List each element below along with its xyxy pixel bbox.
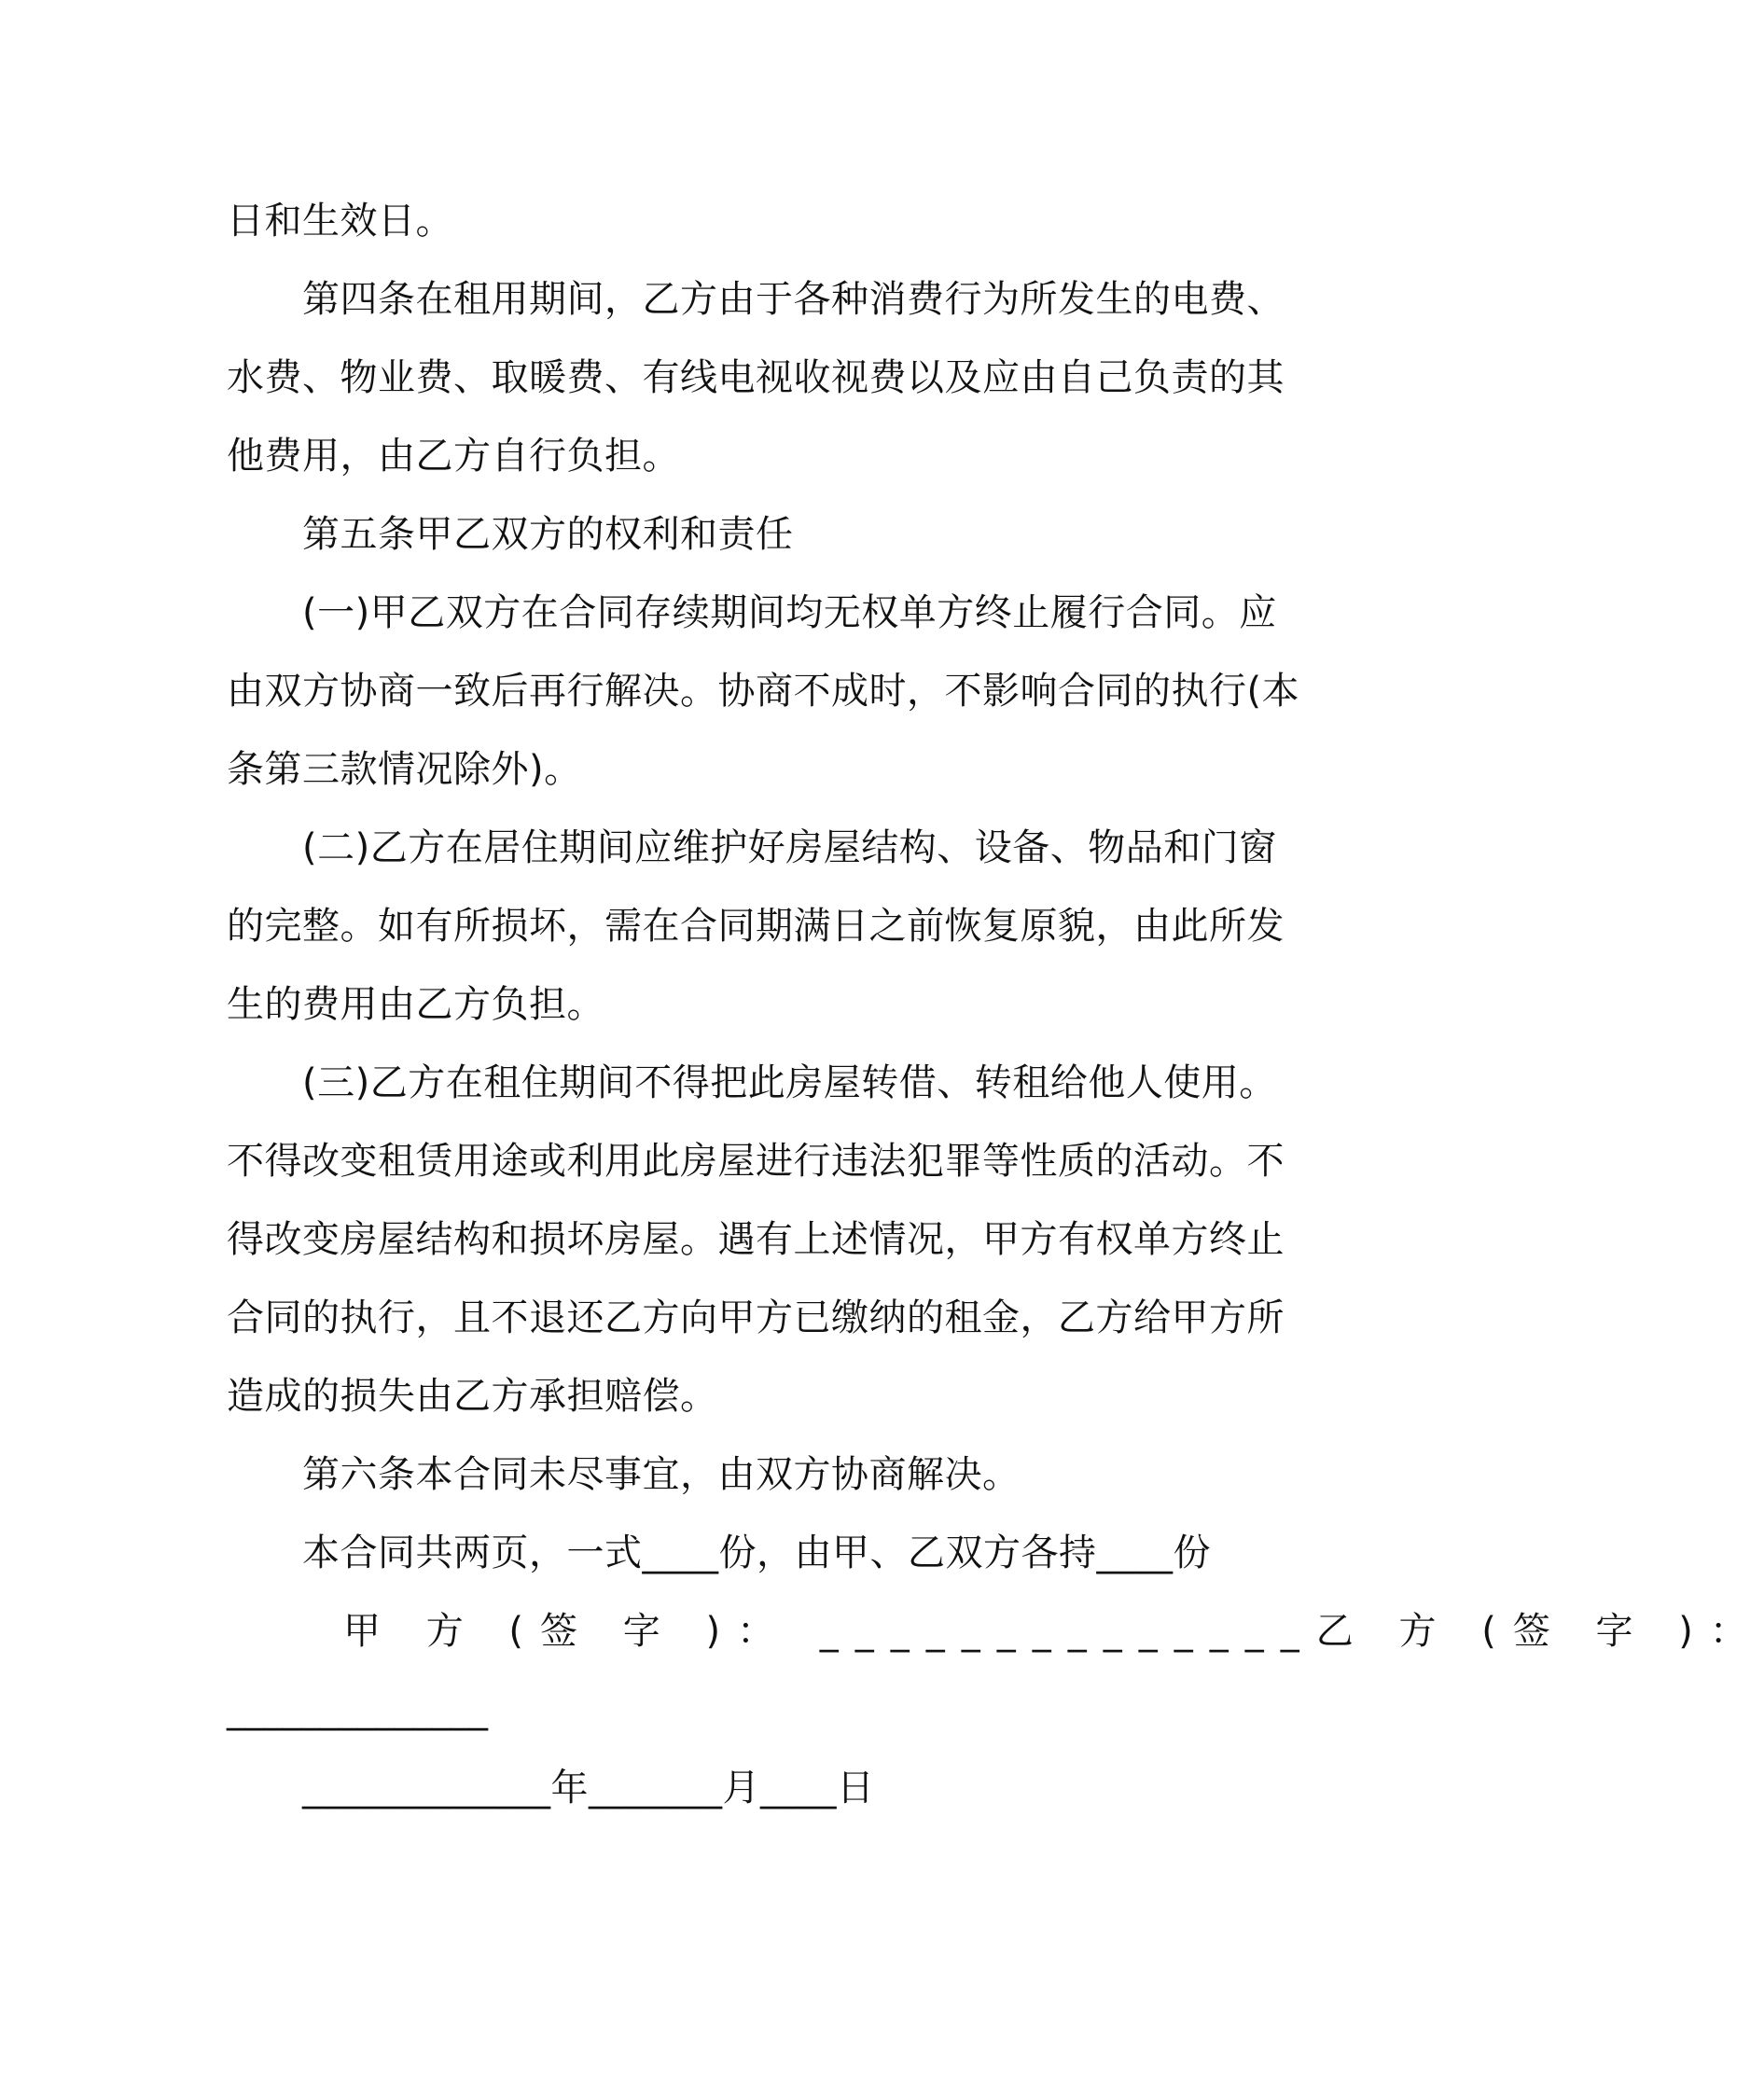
- clause-3-line-1: (三)乙方在租住期间不得把此房屋转借、转租给他人使用。: [302, 1061, 1277, 1104]
- clause-2-line-2: 的完整。如有所损坏，需在合同期满日之前恢复原貌，由此所发: [227, 905, 1285, 948]
- signature-line: 甲 方 (签 字 )： ______________乙 方 (签 字 )：: [343, 1610, 1764, 1653]
- clause-2-line-1: (二)乙方在居住期间应维护好房屋结构、设备、物品和门窗: [302, 826, 1277, 869]
- signature-blank: ______________: [227, 1688, 488, 1731]
- clause-1-line-1: (一)甲乙双方在合同存续期间均无权单方终止履行合同。应: [302, 591, 1277, 634]
- clause-3-line-2: 不得改变租赁用途或利用此房屋进行违法犯罪等性质的活动。不: [227, 1140, 1285, 1183]
- clause-1-line-3: 条第三款情况除外)。: [227, 748, 582, 791]
- article-5-heading: 第五条甲乙双方的权利和责任: [302, 513, 794, 556]
- clause-3-line-3: 得改变房屋结构和损坏房屋。遇有上述情况，甲方有权单方终止: [227, 1218, 1285, 1261]
- article-4-line-2: 水费、物业费、取暖费、有线电视收视费以及应由自己负责的其: [227, 356, 1285, 399]
- clause-3-line-4: 合同的执行，且不退还乙方向甲方已缴纳的租金，乙方给甲方所: [227, 1296, 1285, 1339]
- article-4-line-1: 第四条在租用期间，乙方由于各种消费行为所发生的电费、: [302, 278, 1285, 321]
- article-6: 第六条本合同未尽事宜，由双方协商解决。: [302, 1453, 1021, 1496]
- contract-body: [227, 182, 1764, 1827]
- date-line: _____________年_______月____日: [302, 1767, 875, 1809]
- clause-2-line-3: 生的费用由乙方负担。: [227, 983, 604, 1026]
- clause-1-line-2: 由双方协商一致后再行解决。协商不成时，不影响合同的执行(本: [227, 670, 1300, 713]
- clause-3-line-5: 造成的损失由乙方承担赔偿。: [227, 1375, 718, 1418]
- text-line-continuation: 日和生效日。: [227, 200, 453, 243]
- article-4-line-3: 他费用，由乙方自行负担。: [227, 435, 680, 478]
- copies-line: 本合同共两页，一式____份，由甲、乙双方各持____份: [302, 1532, 1211, 1574]
